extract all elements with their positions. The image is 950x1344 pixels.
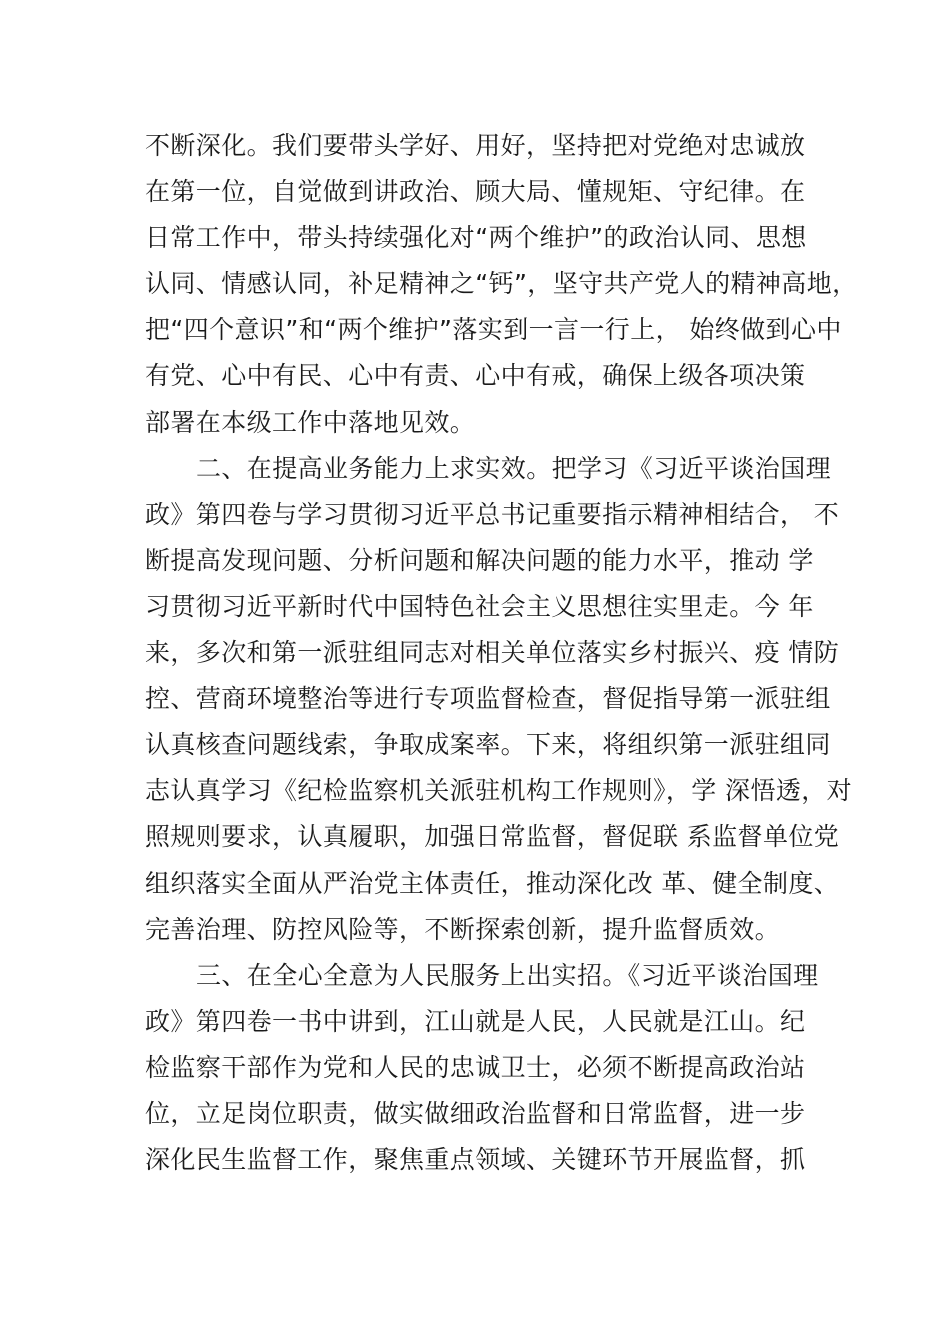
text-line-7: 部署在本级工作中落地见效。: [145, 407, 476, 437]
body-text: [145, 123, 858, 1183]
text-line-11: 习贯彻习近平新时代中国特色社会主义思想往实里走。今 年: [145, 591, 814, 621]
text-line-20: 政》第四卷一书中讲到，江山就是人民，人民就是江山。纪: [145, 1006, 806, 1036]
text-line-1: 不断深化。我们要带头学好、用好，坚持把对党绝对忠诚放: [145, 131, 806, 160]
text-line-14: 认真核查问题线索，争取成案率。下来，将组织第一派驻组同: [145, 730, 831, 760]
text-line-13: 控、营商环境整治等进行专项监督检查，督促指导第一派驻组: [145, 684, 831, 714]
text-line-15: 志认真学习《纪检监察机关派驻机构工作规则》，学 深悟透，对: [145, 776, 853, 806]
text-line-17: 组织落实全面从严治党主体责任，推动深化改 革、健全制度、: [145, 868, 840, 898]
text-line-6: 有党、心中有民、心中有责、心中有戒，确保上级各项决策: [145, 361, 806, 391]
text-line-23: 深化民生监督工作，聚焦重点领域、关键环节开展监督，抓: [145, 1145, 806, 1175]
text-line-3: 日常工作中，带头持续强化对“两个维护”的政治认同、思想: [145, 223, 807, 253]
text-line-9: 政》第四卷与学习贯彻习近平总书记重要指示精神相结合， 不: [145, 499, 840, 529]
text-line-2: 在第一位，自觉做到讲政治、顾大局、懂规矩、守纪律。在: [145, 177, 806, 207]
section-two-heading-line: 二、在提高业务能力上求实效。把学习《习近平谈治国理: [196, 453, 832, 483]
text-line-16: 照规则要求，认真履职，加强日常监督，督促联 系监督单位党: [145, 822, 840, 852]
section-three-heading-line: 三、在全心全意为人民服务上出实招。《习近平谈治国理: [196, 960, 819, 990]
text-line-10: 断提高发现问题、分析问题和解决问题的能力水平，推动 学: [145, 545, 814, 575]
text-line-22: 位，立足岗位职责，做实做细政治监督和日常监督，进一步: [145, 1098, 806, 1128]
text-line-12: 来，多次和第一派驻组同志对相关单位落实乡村振兴、疫 情防: [145, 638, 840, 668]
text-line-18: 完善治理、防控风险等，不断探索创新，提升监督质效。: [145, 914, 781, 944]
text-line-5: 把“四个意识”和“两个维护”落实到一言一行上， 始终做到心中: [145, 315, 842, 345]
text-line-4: 认同、情感认同，补足精神之“钙”，坚守共产党人的精神高地，: [145, 269, 858, 299]
text-line-21: 检监察干部作为党和人民的忠诚卫士，必须不断提高政治站: [145, 1052, 806, 1082]
